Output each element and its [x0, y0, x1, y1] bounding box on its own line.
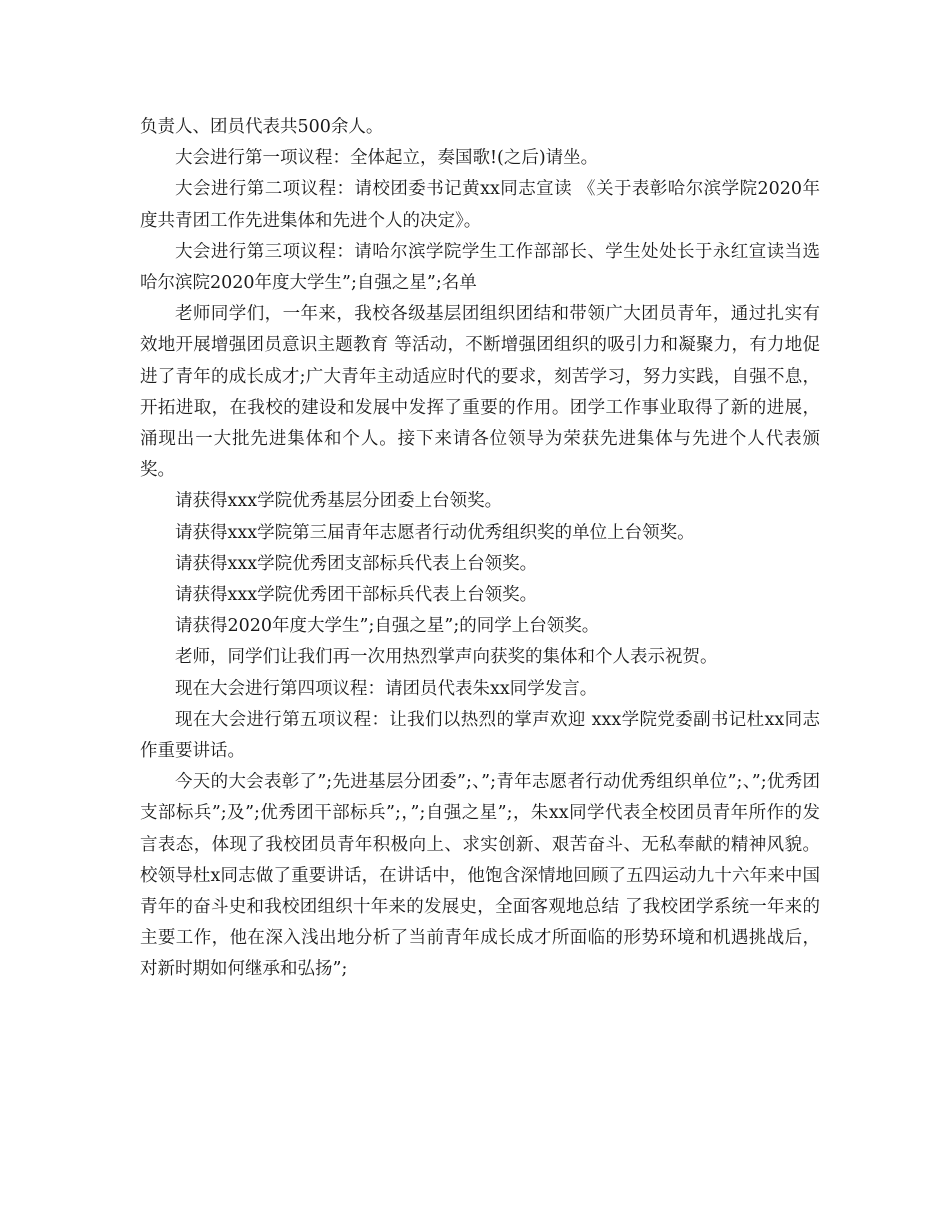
paragraph-agenda-1: 大会进行第一项议程：全体起立，奏国歌!(之后)请坐。 [175, 148, 599, 169]
paragraph-review: 老师同学们，一年来，我校各级基层团组织团结和带领广大团员青年，通过扎实有效地开展增强团员意识主题教育 等活动，不断增强团组织的吸引力和凝聚力，有力地促进了青年的成长成才;广大青年主动适应时代的要求，刻苦学习，努力实践，自强不息，开拓进取，在我校的建设和发展中发挥了重要的作用。团学工作事业取得了新的进展，涌现出一大批先进集体和个人。接下来请各位领导为荣获先进集体与先进个人代表颁奖。 [140, 304, 820, 481]
paragraph-agenda-5: 现在大会进行第五项议程：让我们以热烈的掌声欢迎 xxx学院党委副书记杜xx同志作重要讲话。 [140, 709, 820, 762]
document-body [140, 112, 820, 986]
paragraph-agenda-4: 现在大会进行第四项议程：请团员代表朱xx同学发言。 [175, 678, 598, 699]
paragraph-agenda-3: 大会进行第三项议程：请哈尔滨学院学生工作部部长、学生处处长于永红宣读当选哈尔滨院2020年度大学生”;自强之星”;名单 [140, 241, 820, 294]
paragraph-attendance: 负责人、团员代表共500余人。 [140, 117, 384, 137]
paragraph-congrats: 老师，同学们让我们再一次用热烈掌声向获奖的集体和个人表示祝贺。 [175, 647, 718, 668]
paragraph-award-1: 请获得xxx学院优秀基层分团委上台领奖。 [175, 491, 503, 512]
paragraph-award-3: 请获得xxx学院优秀团支部标兵代表上台领奖。 [175, 553, 538, 574]
paragraph-award-2: 请获得xxx学院第三届青年志愿者行动优秀组织奖的单位上台领奖。 [175, 522, 695, 543]
paragraph-summary: 今天的大会表彰了”;先进基层分团委”;、”;青年志愿者行动优秀组织单位”;、”;优秀团支部标兵”;及”;优秀团干部标兵”;，”;自强之星”;，朱xx同学代表全校团员青年所作的发言表态，体现了我校团员青年积极向上、求实创新、艰苦奋斗、无私奉献的精神风貌。校领导杜x同志做了重要讲话，在讲话中，他饱含深情地回顾了五四运动九十六年来中国青年的奋斗史和我校团组织十年来的发展史，全面客观地总结 了我校团学系统一年来的主要工作，他在深入浅出地分析了当前青年成长成才所面临的形势环境和机遇挑战后，对新时期如何继承和弘扬”; [140, 772, 820, 980]
paragraph-award-5: 请获得2020年度大学生”;自强之星”;的同学上台领奖。 [175, 616, 600, 637]
paragraph-agenda-2: 大会进行第二项议程：请校团委书记黄xx同志宣读 《关于表彰哈尔滨学院2020年度共青团工作先进集体和先进个人的决定》。 [140, 179, 820, 231]
paragraph-award-4: 请获得xxx学院优秀团干部标兵代表上台领奖。 [175, 585, 538, 606]
